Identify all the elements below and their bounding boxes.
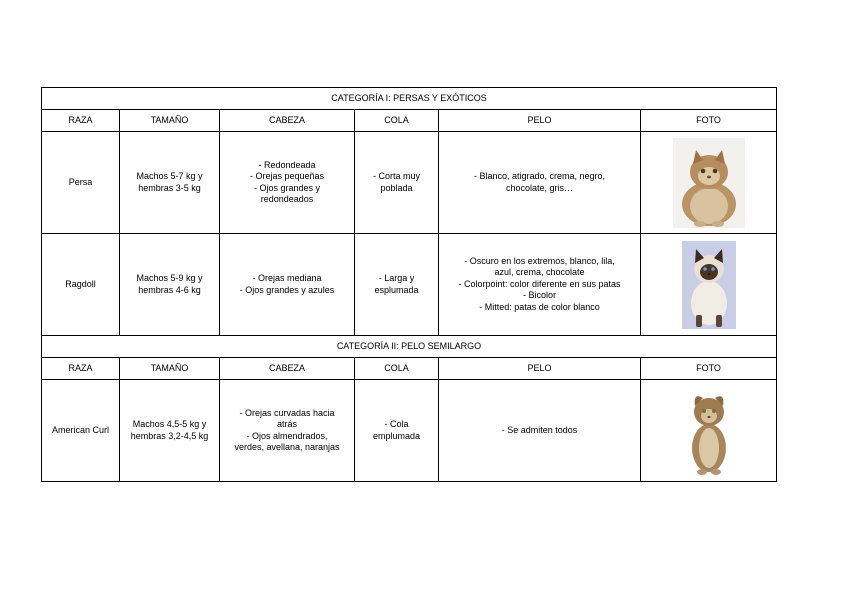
raza-cell: American Curl [42, 380, 120, 482]
category-1-title: CATEGORÍA I: PERSAS Y EXÓTICOS [42, 88, 777, 110]
header-row [42, 110, 777, 132]
tamano-cell: Machos 5-9 kg y hembras 4-6 kg [120, 234, 220, 336]
cola-cell: - Cola emplumada [355, 380, 439, 482]
table-row [42, 380, 777, 482]
header-foto: FOTO [641, 110, 777, 132]
table-row [42, 132, 777, 234]
breeds-table [41, 87, 777, 482]
header-tamano: TAMAÑO [120, 358, 220, 380]
header-raza: RAZA [42, 358, 120, 380]
foto-cell [641, 380, 777, 482]
raza-cell: Ragdoll [42, 234, 120, 336]
header-cola: COLA [355, 358, 439, 380]
foto-cell [641, 132, 777, 234]
header-pelo: PELO [439, 358, 641, 380]
header-row [42, 358, 777, 380]
header-pelo: PELO [439, 110, 641, 132]
pelo-cell: - Blanco, atigrado, crema, negro, chocolate, gris… [439, 132, 641, 234]
header-foto: FOTO [641, 358, 777, 380]
cabeza-cell: - Orejas curvadas hacia atrás - Ojos almendrados, verdes, avellana, naranjas [220, 380, 355, 482]
header-tamano: TAMAÑO [120, 110, 220, 132]
tamano-cell: Machos 4,5-5 kg y hembras 3,2-4,5 kg [120, 380, 220, 482]
cola-cell: - Larga y esplumada [355, 234, 439, 336]
tamano-cell: Machos 5-7 kg y hembras 3-5 kg [120, 132, 220, 234]
header-cabeza: CABEZA [220, 358, 355, 380]
raza-cell: Persa [42, 132, 120, 234]
header-cabeza: CABEZA [220, 110, 355, 132]
table-row [42, 234, 777, 336]
category-2-title: CATEGORÍA II: PELO SEMILARGO [42, 336, 777, 358]
foto-cell [641, 234, 777, 336]
cabeza-cell: - Orejas mediana - Ojos grandes y azules [220, 234, 355, 336]
cabeza-cell: - Redondeada - Orejas pequeñas - Ojos grandes y redondeados [220, 132, 355, 234]
cola-cell: - Corta muy poblada [355, 132, 439, 234]
persian-cat-photo [673, 138, 745, 228]
header-raza: RAZA [42, 110, 120, 132]
pelo-cell: - Oscuro en los extremos, blanco, lila, azul, crema, chocolate - Colorpoint: color diferente en sus patas - Bicolor - Mitted: patas de color blanco [439, 234, 641, 336]
header-cola: COLA [355, 110, 439, 132]
american-curl-cat-photo [683, 386, 735, 476]
ragdoll-cat-photo [682, 241, 736, 329]
pelo-cell: - Se admiten todos [439, 380, 641, 482]
